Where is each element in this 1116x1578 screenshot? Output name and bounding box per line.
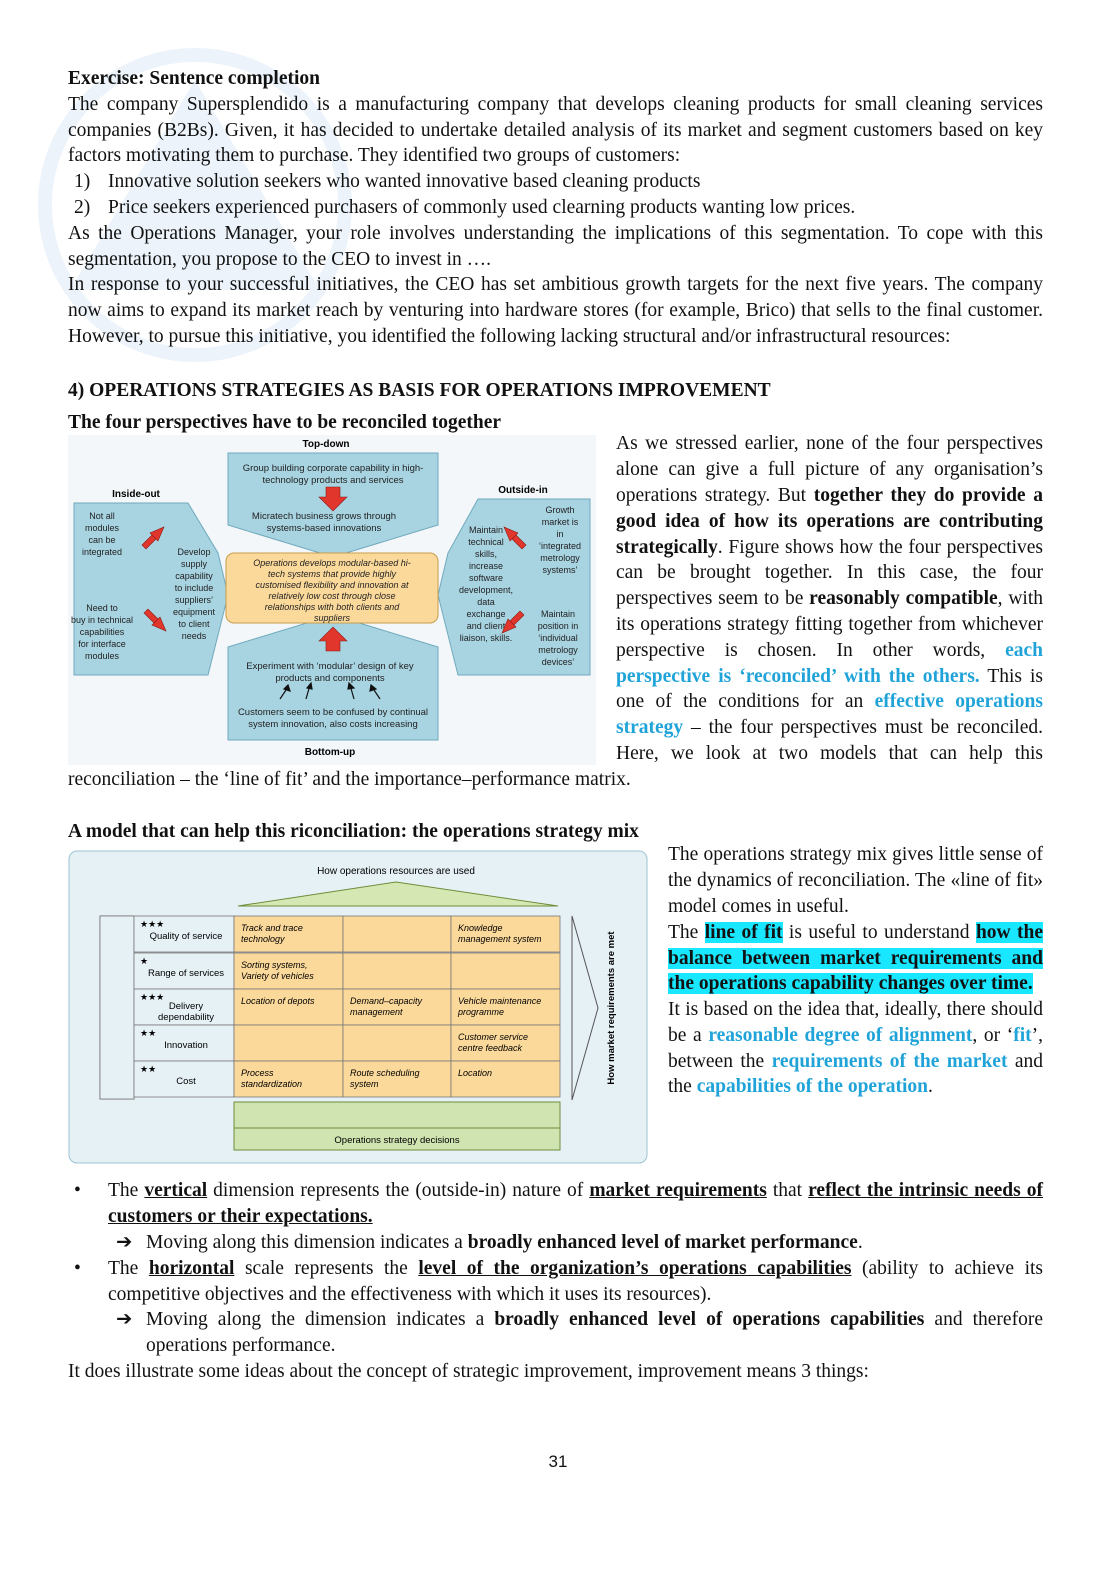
exercise-paragraph-2: As the Operations Manager, your role involves understanding the implications of this segmentation. To cope with this segmentation, you propose to the CEO to invest in …. <box>68 222 1043 270</box>
exercise-item-2 <box>68 195 1043 221</box>
label-bottom-up: Bottom-up <box>304 747 356 759</box>
decision-text: technology <box>241 934 285 945</box>
exercise-paragraph-1: The company Supersplendido is a manufacturing company that develops cleaning products for small cleaning services companies (B2Bs). Given, it has decided to undertake detailed analysis of its market and segment customers based on key factors motivating them to purchase. They identified two groups of customers: <box>68 93 1043 167</box>
bold-run: broadly enhanced level of operations capabilities <box>494 1309 925 1331</box>
decision-text: Demand–capacity <box>350 996 423 1007</box>
objective-label: Range of services <box>147 968 225 980</box>
text-run: Moving along this dimension indicates a <box>146 1231 468 1253</box>
label-outside-in: Outside-in <box>498 485 548 497</box>
side-text: to client <box>178 619 210 630</box>
decision-text: Track and trace <box>241 923 303 934</box>
side-text: Need to <box>86 603 118 614</box>
decision-text: programme <box>458 1007 505 1018</box>
bottom-text: system innovation, also costs increasing <box>248 719 418 731</box>
text-run: As we stressed earlier, none of the four perspectives alone can give a full picture of any organisation’s operations strategy. But <box>616 433 1043 506</box>
objective-label: dependability <box>158 1012 214 1024</box>
side-text: devices’ <box>541 657 575 668</box>
decision-text: Variety of vehicles <box>241 971 314 982</box>
text-run: is useful to understand <box>782 921 976 943</box>
right-axis-label: How market requirements are met <box>606 931 617 1085</box>
underline-run: level of the organization’s operations capabilities <box>418 1257 852 1279</box>
text-run: This is one of the conditions for an <box>616 665 1043 713</box>
bullet-dot: • <box>74 1257 81 1279</box>
side-text: equipment <box>172 607 216 618</box>
star-rating: ★★★ <box>140 919 165 930</box>
accent-run: requirements of the market <box>771 1050 1008 1072</box>
dimension-bullets <box>68 1256 1043 1308</box>
text-run: , with its operations strategy fitting together from whichever perspective is chosen. In other words, <box>616 588 1043 661</box>
side-text: development, <box>458 585 514 596</box>
text-run: dimension represents the (outside-in) nature of <box>207 1180 590 1202</box>
side-text: liaison, skills. <box>459 633 513 644</box>
side-text: position in <box>537 621 579 632</box>
side-text: Maintain <box>540 609 576 620</box>
star-rating: ★★ <box>140 1064 157 1075</box>
text-run: Moving along the dimension indicates a <box>146 1309 495 1331</box>
label-inside-out: Inside-out <box>112 489 160 501</box>
center-text: relationships with both clients and <box>264 602 400 613</box>
text-run: ’, between the <box>668 1024 1043 1072</box>
grid-cell <box>234 1025 343 1061</box>
side-text: capabilities <box>79 627 125 638</box>
dimension-bullets <box>68 1164 1043 1230</box>
decision-text: management system <box>458 934 542 945</box>
exercise-title: Exercise: Sentence completion <box>68 68 320 89</box>
decision-text: Vehicle maintenance <box>458 996 542 1007</box>
top-text: Group building corporate capability in high- <box>242 463 424 475</box>
text-run: The <box>668 921 705 943</box>
item-text: Innovative solution seekers who wanted innovative based cleaning products <box>108 171 701 193</box>
text-run: . <box>857 1231 863 1253</box>
decision-text: Route scheduling <box>350 1068 420 1079</box>
item-text: Price seekers experienced purchasers of commonly used clearning products wanting low prices. <box>108 196 856 218</box>
underline-run: vertical <box>144 1180 208 1202</box>
text-run: and therefore operations performance. <box>146 1309 1043 1357</box>
highlight-run: line of fit <box>704 921 783 943</box>
bullet-dot: • <box>74 1180 81 1202</box>
decision-text: centre feedback <box>458 1043 523 1054</box>
item-number: 2) <box>74 196 91 218</box>
top-label: How operations resources are used <box>317 866 475 878</box>
grid-cell <box>451 953 560 989</box>
decision-text: standardization <box>241 1079 303 1090</box>
star-rating: ★★★ <box>140 992 165 1003</box>
grid-cell <box>234 989 343 1025</box>
arrow-line-horizontal <box>68 1307 1043 1359</box>
text-run: and the <box>668 1050 1043 1098</box>
item-number: 1) <box>74 171 91 193</box>
underline-run: market requirements <box>589 1180 767 1202</box>
side-text: exchange <box>466 609 506 620</box>
side-text: Not all <box>89 511 115 522</box>
objective-label: Quality of service <box>149 931 223 943</box>
side-text: for interface <box>78 639 126 650</box>
top-text: Micratech business grows through <box>251 511 397 523</box>
decision-text: Sorting systems, <box>241 960 308 971</box>
side-text: integrated <box>81 547 123 558</box>
decision-text: Knowledge <box>458 923 503 934</box>
center-text: Operations develops modular-based hi- <box>253 558 411 569</box>
page-number: 31 <box>548 1452 568 1471</box>
closing-sentence: It does illustrate some ideas about the concept of strategic improvement, improvement means 3 things: <box>68 1360 869 1382</box>
bold-run: reasonably compatible <box>809 588 998 610</box>
bottom-text: products and components <box>275 673 385 685</box>
side-text: capability <box>175 571 213 582</box>
right-arrow-icon: ➔ <box>116 1309 133 1331</box>
side-text: Growth <box>545 505 575 516</box>
star-rating: ★★ <box>140 1028 157 1039</box>
side-text: increase <box>468 561 504 572</box>
side-text: metrology <box>540 553 580 564</box>
text-run: It is based on the idea that, ideally, there should be a <box>668 999 1043 1046</box>
section-subheading: The four perspectives have to be reconciled together <box>68 411 502 433</box>
side-text: and client <box>466 621 506 632</box>
center-text: suppliers <box>313 613 351 624</box>
decision-text: system <box>350 1079 379 1090</box>
star-rating: ★ <box>140 956 149 967</box>
center-text: relatively low cost through close <box>268 591 396 602</box>
accent-run: effective operations strategy <box>616 691 1043 739</box>
exercise-item-1 <box>68 169 1043 195</box>
side-text: in <box>556 529 564 540</box>
page-content <box>68 66 1043 1385</box>
mix-subheading: A model that can help this riconciliation: the operations strategy mix <box>68 820 639 842</box>
decision-text: Customer service <box>458 1032 529 1043</box>
decision-text: Location of depots <box>241 996 315 1007</box>
accent-run: reasonable degree of alignment <box>708 1024 973 1046</box>
grid-cell <box>343 1025 451 1061</box>
side-text: needs <box>181 631 207 642</box>
grid-cell <box>343 953 451 989</box>
accent-run: each perspective is ‘reconciled’ with the others. <box>616 639 1043 687</box>
grid-cell <box>343 916 451 952</box>
side-text: ‘individual <box>538 633 578 644</box>
decision-text: Location <box>458 1068 493 1079</box>
objective-label: Innovation <box>164 1040 208 1052</box>
grid-cell <box>100 916 134 1099</box>
four-perspectives-figure <box>68 435 596 765</box>
side-text: market is <box>541 517 579 528</box>
objective-label: Cost <box>176 1076 196 1088</box>
exercise-paragraph-3: In response to your successful initiatives, the CEO has set ambitious growth targets for the next five years. The company now aims to expand its market reach by venturing into hardware stores (for example, Brico) that sells to the final customer. However, to pursue this initiative, you identified the following lacking structural and/or infrastructural resources: <box>68 274 1043 347</box>
side-text: systems’ <box>542 565 578 576</box>
bullet-horizontal <box>68 1256 1043 1308</box>
operations-strategy-mix-figure <box>68 850 648 1164</box>
text-run: , or ‘ <box>972 1024 1014 1046</box>
accent-run: fit <box>1013 1024 1032 1046</box>
accent-run: capabilities of the operation <box>696 1076 928 1098</box>
side-text: to include <box>174 583 214 594</box>
text-run: The <box>108 1257 149 1279</box>
side-text: modules <box>84 651 120 662</box>
side-text: suppliers’ <box>174 595 214 606</box>
objective-label: Delivery <box>168 1001 204 1013</box>
side-text: Maintain <box>468 525 504 536</box>
top-text: systems-based innovations <box>266 523 382 535</box>
bottom-label: Operations strategy decisions <box>334 1135 460 1147</box>
underline-run: reflect the intrinsic needs of customers or their expectations. <box>108 1180 1044 1228</box>
side-text: technical <box>468 537 504 548</box>
highlight-run: how the balance between market requirements and the operations capability changes over time. <box>668 921 1044 995</box>
section-heading: 4) OPERATIONS STRATEGIES AS BASIS FOR OPERATIONS IMPROVEMENT <box>68 379 771 401</box>
text-run: The <box>108 1180 145 1202</box>
side-text: software <box>468 573 504 584</box>
bold-run: together they do provide a good idea of how its operations are contributing strategically <box>616 484 1043 558</box>
text-run: . Figure shows how the four perspectives can be brought together. In this case, the four perspectives seem to be <box>616 536 1043 610</box>
decision-text: management <box>350 1007 403 1018</box>
center-text: customised flexibility and innovation at <box>255 580 409 591</box>
side-text: data <box>477 597 495 608</box>
side-text: ‘integrated <box>538 541 582 552</box>
bold-run: broadly enhanced level of market performance <box>467 1231 858 1253</box>
side-text: modules <box>84 523 120 534</box>
text-run: – the four perspectives must be reconciled. Here, we look at two models that can help this reconciliation – the ‘line of fit’ and the importance–performance matrix. <box>68 717 1043 790</box>
top-text: technology products and services <box>262 475 404 487</box>
mix-paragraph-1: The operations strategy mix gives little sense of the dynamics of reconciliation. The «line of fit» model comes in useful. <box>668 844 1043 917</box>
text-run: (ability to achieve its competitive objectives and the effectiveness with which it uses its resources). <box>108 1257 1044 1305</box>
right-arrow-icon: ➔ <box>116 1231 133 1253</box>
side-text: Develop <box>177 547 211 558</box>
label-top-down: Top-down <box>302 439 350 451</box>
bottom-text: Experiment with ‘modular’ design of key <box>246 661 414 673</box>
decision-text: Process <box>241 1068 274 1079</box>
text-run: scale represents the <box>234 1257 419 1279</box>
text-run: that <box>766 1180 809 1202</box>
bottom-text: Customers seem to be confused by continual <box>237 707 429 719</box>
underline-run: horizontal <box>148 1257 235 1279</box>
side-text: metrology <box>538 645 578 656</box>
bullet-vertical <box>68 1178 1043 1230</box>
side-text: buy in technical <box>70 615 134 626</box>
text-run: . <box>927 1076 933 1098</box>
arrow-line-vertical <box>68 1230 1043 1256</box>
side-text: supply <box>180 559 208 570</box>
side-text: can be <box>88 535 116 546</box>
grid-cell <box>451 1061 560 1097</box>
side-text: skills, <box>475 549 497 560</box>
center-text: tech systems that provide highly <box>267 569 397 580</box>
